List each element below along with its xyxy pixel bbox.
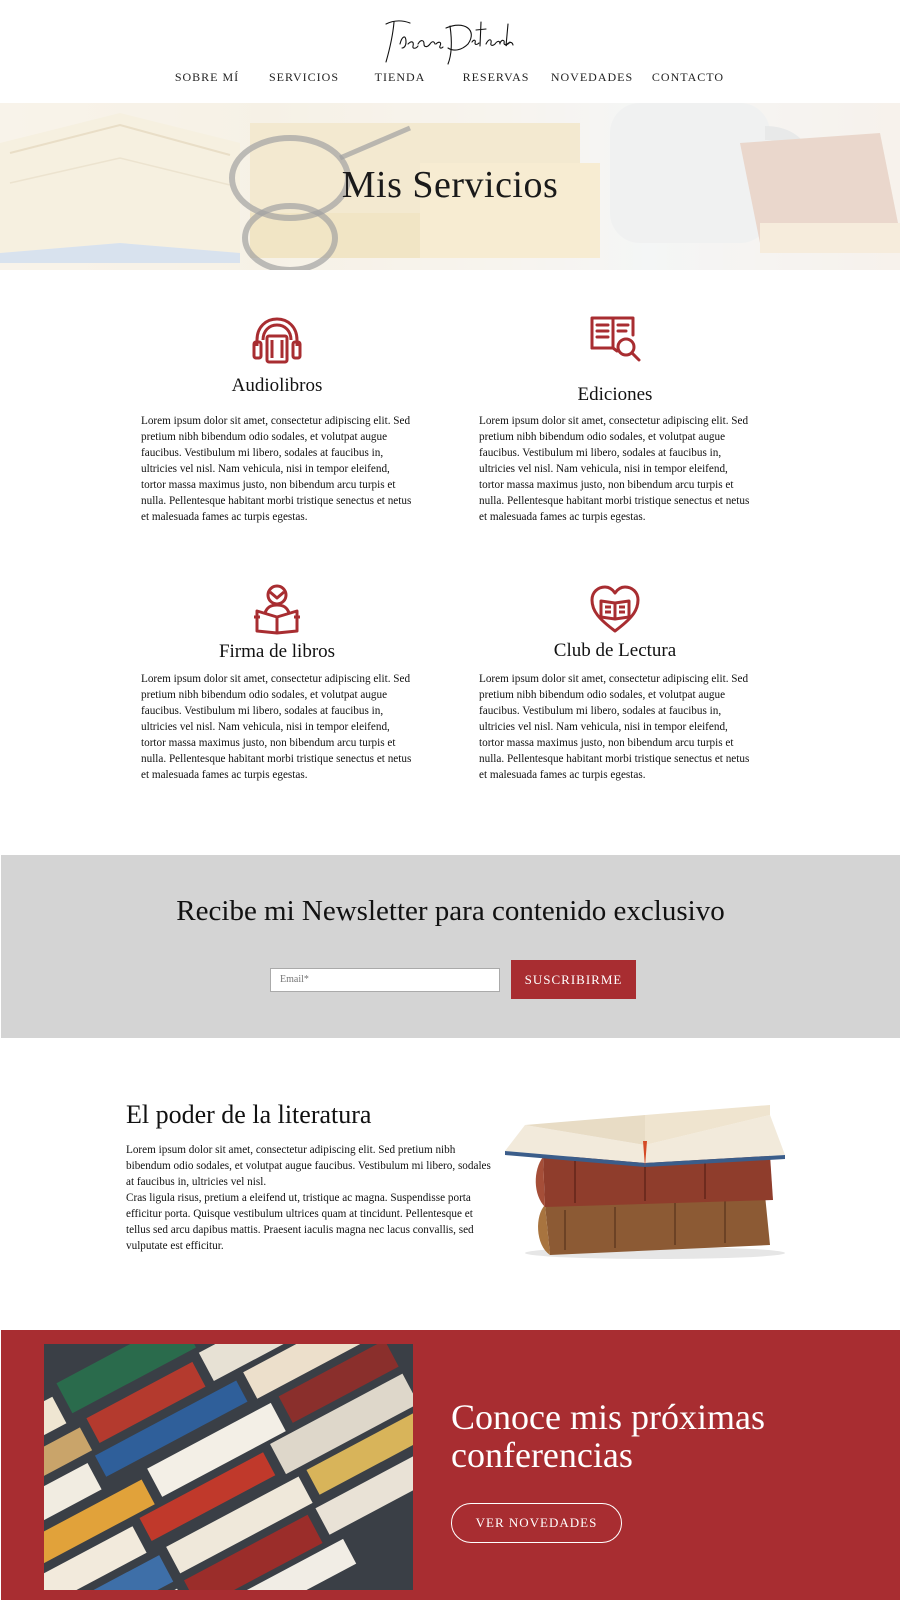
- nav-servicios[interactable]: SERVICIOS: [268, 70, 340, 84]
- site-header: [0, 0, 900, 103]
- ver-novedades-button[interactable]: VER NOVEDADES: [451, 1503, 622, 1543]
- subscribe-button[interactable]: SUSCRIBIRME: [511, 960, 636, 999]
- service-title: Club de Lectura: [553, 640, 677, 661]
- conferences-section: [1, 1330, 900, 1600]
- service-audiolibros: [141, 313, 413, 543]
- service-ediciones: [479, 313, 751, 543]
- service-firma-de-libros: [141, 582, 413, 802]
- heart-book-icon: [589, 583, 641, 635]
- nav-reservas[interactable]: RESERVAS: [462, 70, 530, 84]
- newsletter-section: [1, 855, 900, 1038]
- email-input[interactable]: Email*: [270, 968, 500, 992]
- service-title: Ediciones: [577, 384, 653, 405]
- page-title: Mis Servicios: [341, 164, 559, 206]
- headphones-book-icon: [251, 314, 303, 366]
- books-pile-image: [44, 1344, 413, 1590]
- stacked-books-image: [505, 1095, 790, 1260]
- book-search-icon: [589, 313, 641, 365]
- service-title: Audiolibros: [231, 375, 323, 396]
- service-description: Lorem ipsum dolor sit amet, consectetur adipiscing elit. Sed pretium nibh bibendum odio sodales, et volutpat augue faucibus. Vestibulum mi libero, sodales at faucibus in, ultricies vel nisl. Nam vehicula, nisi in tempor eleifend, tortor massa maximus justo, non bibendum arcu turpis et nulla. Pellentesque habitant morbi tristique senectus et netus et malesuada fames ac turpis egestas.: [141, 673, 412, 781]
- nav-sobre-mi[interactable]: SOBRE MÍ: [174, 70, 240, 84]
- newsletter-title: Recibe mi Newsletter para contenido exclusivo: [176, 895, 725, 927]
- literature-paragraph: Lorem ipsum dolor sit amet, consectetur adipiscing elit. Sed pretium nibh bibendum odio sodales, et volutpat augue faucibus. Vestibulum mi libero, sodales at faucibus in, ultricies vel nisl.: [126, 1144, 491, 1188]
- literature-title: El poder de la literatura: [126, 1100, 372, 1129]
- service-description: Lorem ipsum dolor sit amet, consectetur adipiscing elit. Sed pretium nibh bibendum odio sodales, et volutpat augue faucibus. Vestibulum mi libero, sodales at faucibus in, ultricies vel nisl. Nam vehicula, nisi in tempor eleifend, tortor massa maximus justo, non bibendum arcu turpis et nulla. Pellentesque habitant morbi tristique senectus et netus et malesuada fames ac turpis egestas.: [141, 415, 412, 523]
- literature-paragraph: Cras ligula risus, pretium a eleifend ut, tristique ac magna. Suspendisse porta efficitur porta. Quisque vestibulum ultrices quam at tincidunt. Pellentesque et tellus sed arcu dapibus mattis. Praesent iaculis magna nec lacus convallis, sed vulputate est efficitur.: [126, 1192, 474, 1252]
- conferences-title: Conoce mis próximas conferencias: [451, 1397, 765, 1475]
- service-description: Lorem ipsum dolor sit amet, consectetur adipiscing elit. Sed pretium nibh bibendum odio sodales, et volutpat augue faucibus. Vestibulum mi libero, sodales at faucibus in, ultricies vel nisl. Nam vehicula, nisi in tempor eleifend, tortor massa maximus justo, non bibendum arcu turpis et nulla. Pellentesque habitant morbi tristique senectus et netus et malesuada fames ac turpis egestas.: [479, 673, 750, 781]
- service-title: Firma de libros: [218, 641, 336, 662]
- hero-banner: [0, 103, 900, 270]
- signature-logo[interactable]: [380, 14, 520, 66]
- nav-novedades[interactable]: NOVEDADES: [550, 70, 634, 84]
- nav-tienda[interactable]: TIENDA: [374, 70, 426, 84]
- service-club-de-lectura: [479, 582, 751, 802]
- nav-contacto[interactable]: CONTACTO: [651, 70, 725, 84]
- main-nav: [0, 70, 900, 86]
- person-reading-icon: [251, 583, 303, 635]
- service-description: Lorem ipsum dolor sit amet, consectetur adipiscing elit. Sed pretium nibh bibendum odio sodales, et volutpat augue faucibus. Vestibulum mi libero, sodales at faucibus in, ultricies vel nisl. Nam vehicula, nisi in tempor eleifend, tortor massa maximus justo, non bibendum arcu turpis et nulla. Pellentesque habitant morbi tristique senectus et netus et malesuada fames ac turpis egestas.: [479, 415, 750, 523]
- literature-text: [126, 1142, 492, 1254]
